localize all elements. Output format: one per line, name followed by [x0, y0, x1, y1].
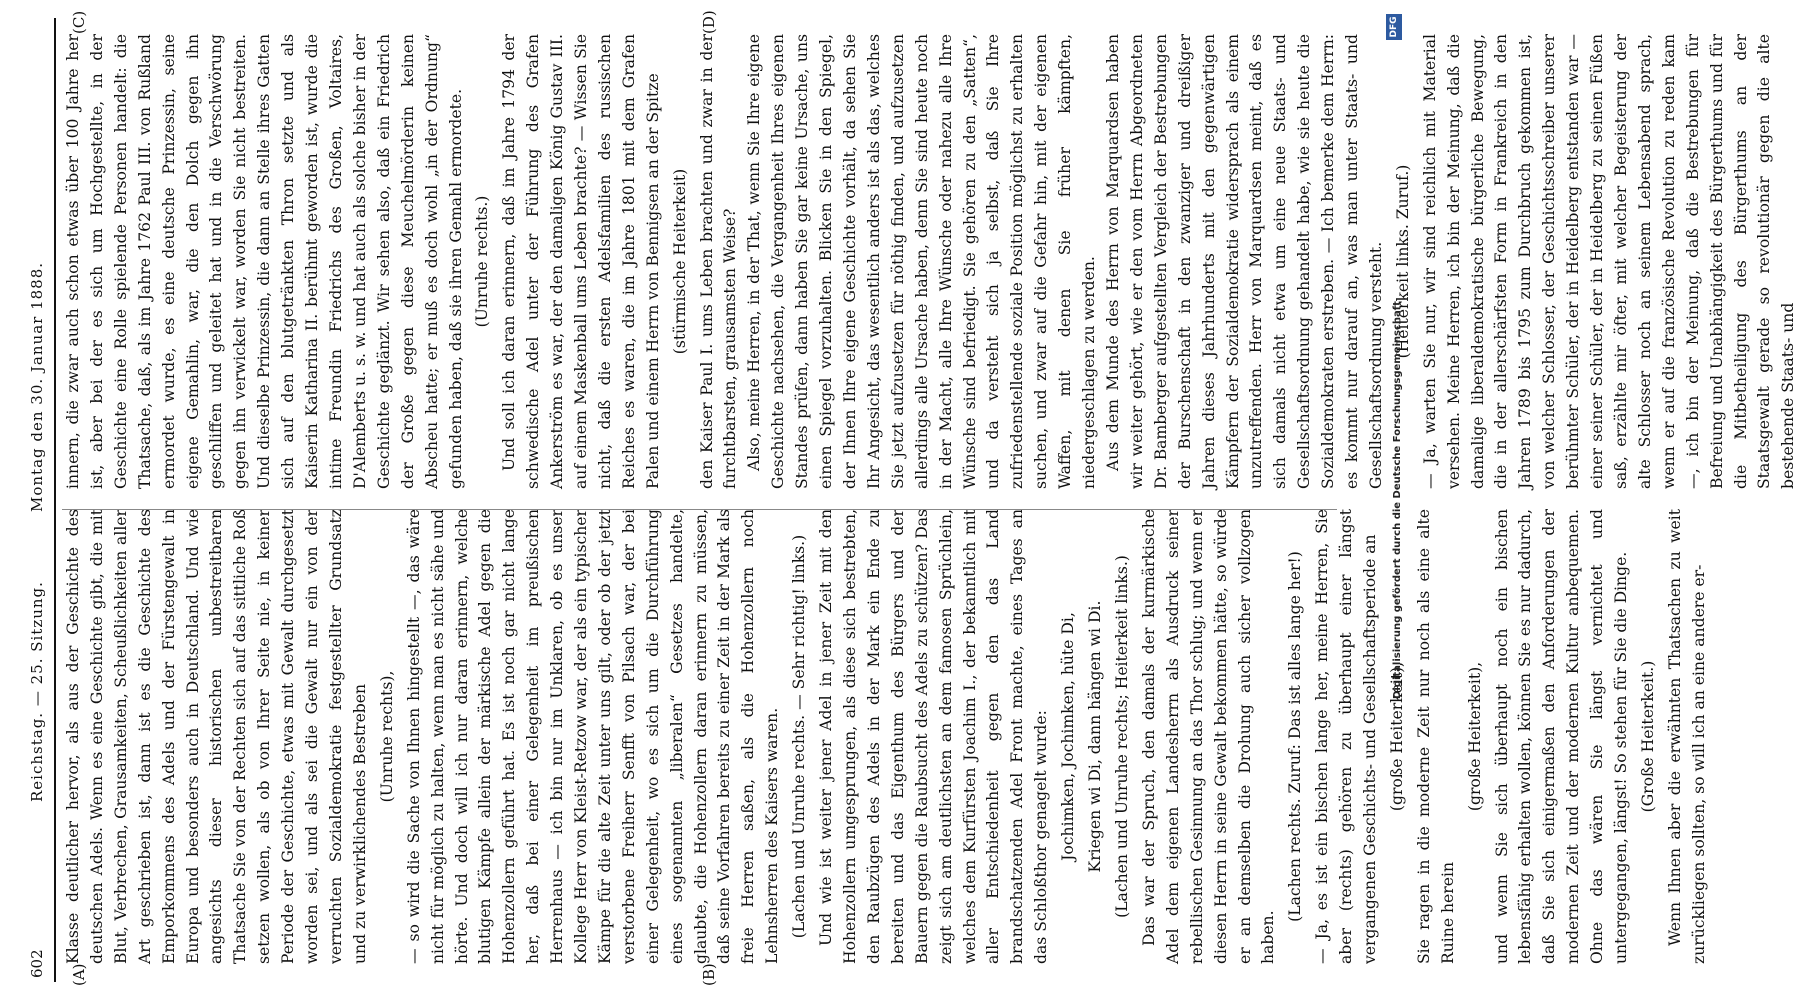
right-paragraph: innern, die zwar auch schon etwas über 100 Jahre her ist, aber bei der es sich um Hochgestellte, in der Geschichte eine Rolle spielende Personen handelt: die Thatsache, daß, als im Jahre 1762 Paul III. von Rußland ermordet wurde, es eine deutsche Prinzessin, seine eigene Gemahlin, war, die den Dolch gegen ihn geschliffen und geleitet hat und in die Verschwörung gegen ihn verwickelt war, worden Sie nicht bestreiten. Und dieselbe Prinzessin, die dann an Stelle ihres Gatten sich auf den blutgetränkten Thron setzte und als Kaiserin Katharina II. berühmt geworden ist, wurde die intime Freundin Friedrichs des Großen, Voltaires, D'Alemberts u. s. w. und hat auch als solche bisher in der Geschichte geglänzt. Wir sehen also, daß ein Friedrich der Große gegen diese Meuchelmörderin keinen Abscheu hatte; er muß es doch wohl „in der Ordnung“ gefunden haben, daß sie ihren Gemahl ermordete. [64, 34, 465, 489]
right-paragraph: Also, meine Herren, in der That, wenn Sie Ihre eigene Geschichte nachsehen, die Vergangenheit Ihres eigenen Standes prüfen, dann haben Sie gar keine Ursache, uns einen Spiegel vorzuhalten. Blicken Sie in den Spiegel, der Ihnen Ihre eigene Geschichte vorhält, da sehen Sie Ihr Angesicht, das wesentlich anders ist als das, welches Sie jetzt aufzusetzen für nöthig finden, und aufzusetzen allerdings alle Ursache haben, denn Sie sind heute noch in der Macht, alle Ihre Wünsche oder nahezu alle Ihre Wünsche sind befriedigt. Sie gehören zu den „Satten“, und da versteht sich ja selbst, daß Sie Ihre zufriedenstellende soziale Position möglichst zu erhalten suchen, und zwar auf die Gefahr hin, mit der eigenen Waffen, mit denen Sie früher kämpften, niedergeschlagen zu werden. [745, 34, 1099, 489]
left-interjection: (Unruhe rechts), [377, 670, 396, 803]
left-paragraph: Das war der Spruch, den damals der kurmärkische Adel dem eigenen Landesherrn als Ausdruck seiner rebellischen Gesinnung an das Thor schlug; und wenn er diesen Herrn in seine Gewalt bekommen hätte, so würde er an demselben die Drohung auch sicher vollzogen haben. [1139, 509, 1278, 964]
column-divider [62, 509, 1337, 510]
left-paragraph: und wenn Sie sich überhaupt noch ein bischen lebensfähig erhalten wollen, können Sie es nur dadurch, daß Sie sich einigermaßen den Anforderungen der modernen Zeit und der modernen Kultur anbequemen. Ohne das wären Sie längst vernichtet und untergegangen, längst! So stehen für Sie die Dinge. [1492, 509, 1631, 964]
margin-marker-d: (D) [700, 10, 718, 34]
left-paragraph: — Ja, es ist ein bischen lange her, meine Herren, Sie aber (rechts) gehören zu überhaupt einer längst vergangenen Geschichts- und Gesellschaftsperiode an [1313, 509, 1380, 964]
left-paragraph: Sie ragen in die moderne Zeit nur noch als eine alte Ruine herein [1414, 509, 1457, 964]
date-title: Montag den 30. Januar 1888. [28, 261, 46, 512]
margin-marker-b: (B) [700, 963, 718, 986]
left-paragraph: Und wie ist weiter jener Adel in jener Zeit mit den Hohenzollern umgesprungen, als diese sich bestrebten, den Raubzügen des Adels in der Mark ein Ende zu bereiten und das Eigenthum des Bürgers und der Bauern gegen die Raubsucht des Adels zu schützen? Das zeigt sich am deutlichsten an dem famosen Sprüchlein, welches dem Kurfürsten Joachim I., der bekanntlich mit aller Entschiedenheit gegen den das Land brandschatzenden Adel Front machte, eines Tages an das Schloßthor genagelt wurde: [817, 509, 1051, 964]
margin-marker-c: (C) [70, 10, 88, 34]
right-paragraph: Und soll ich daran erinnern, daß im Jahre 1794 der schwedische Adel unter der Führung des Grafen Ankerström es war, der den damaligen König Gustav III. auf einem Maskenball ums Leben brachte? — Wissen Sie nicht, daß die ersten Adelsfamilien des russischen Reiches es waren, die im Jahre 1801 mit dem Grafen Palen und einem Herrn von Bennigsen an der Spitze [500, 34, 662, 489]
left-interjection: (Große Heiterkeit.) [1639, 660, 1657, 813]
session-title: Reichstag. — 25. Sitzung. [28, 581, 46, 802]
right-paragraph: Aus dem Munde des Herrn von Marquardsen haben wir weiter gehört, wie er den vom Herrn Abgeordneten Dr. Bamberger aufgestellten Vergleich der Bestrebungen der Burschenschaft in den zwanziger und dreißiger Jahren dieses Jahrhunderts mit den gegenwärtigen Kämpfern der Sozialdemokratie widersprach als einem unzutreffenden. Herr von Marquardsen meint, daß es sich damals nicht etwa um eine neue Staats- und Gesellschaftsordnung gehandelt habe, wie sie heute die Sozialdemokraten erstreben. — Ich bemerke dem Herrn: es kommt nur darauf an, was man unter Staats- und Gesellschaftsordnung versteht. [1103, 34, 1385, 489]
left-interjection: (große Heiterkeit), [1465, 661, 1484, 812]
digitization-credit: Digitalisierung gefördert durch die Deutsche Forschungsgemeinschaft [1392, 301, 1403, 699]
right-interjection: (stürmische Heiterkeit) [670, 168, 689, 355]
verse-line: Jochimken, Jochimken, hüte Di, [1059, 612, 1078, 861]
left-interjection: (Lachen rechts. Zuruf: Das ist alles lange her!) [1286, 551, 1305, 922]
left-paragraph: — so wird die Sache von Ihnen hingestellt —, das wäre nicht für möglich zu halten, wenn man es nicht sähe und hörte. Und doch will ich nur daran erinnern, welche blutigen Kämpfe allein der märkische Adel gegen die Hohenzollern geführt hat. Es ist noch gar nicht lange her, daß bei einer Gelegenheit im preußischen Herrenhaus — ich bin nur im Unklaren, ob es unser Kollege Herr von Kleist-Retzow war, der als ein typischer Kämpe für die alte Zeit unter uns gilt, oder ob der jetzt verstorbene Freiherr Senfft von Pilsach war, der bei einer Gelegenheit, wo es sich um die Durchführung eines sogenannten „liberalen“ Gesetzes handelte, glaubte, die Hohenzollern daran erinnern zu müssen, daß seine Vorfahren bereits zu einer Zeit in der Mark als freie Herren saßen, als die Hohenzollern noch Lehnsherren des Kaisers waren. [404, 509, 782, 964]
verse-line: Kriegen wi Di, dann hängen wi Di. [1086, 600, 1105, 873]
right-column [62, 34, 1798, 489]
page-number: 602 [28, 949, 46, 978]
margin-marker-a: (A) [70, 963, 88, 986]
page-header [10, 18, 56, 982]
right-interjection: (Unruhe rechts.) [473, 195, 492, 328]
right-interjection: (Heiterkeit links. Zuruf.) [1393, 164, 1412, 359]
left-interjection: (große Heiterkeit), [1387, 661, 1406, 812]
dfg-logo: DFG [1386, 14, 1402, 40]
left-paragraph: Wenn Ihnen aber die erwähnten Thatsachen zu weit zurückliegen sollten, so will ich an eine andere er- [1665, 509, 1708, 964]
left-column [62, 509, 1708, 964]
left-interjection: (Lachen und Unruhe rechts; Heiterkeit links.) [1112, 555, 1131, 918]
right-paragraph: — Ja, warten Sie nur, wir sind reichlich mit Material versehen. Meine Herren, ich bin der Meinung, daß die damalige liberaldemokratische bürgerliche Bewegung, die in der allerschärfsten Form in Frankreich in den Jahren 1789 bis 1795 zum Durchbruch gekommen ist, von welcher Schlosser, der Geschichtsschreiber unserer berühmter Schüler, der in Heidelberg entstanden war — einer seiner Schüler, der in Heidelberg zu seinen Füßen saß, erzählte mir öfter, mit welcher Begeisterung der alte Schlosser noch an seinem Lebensabend sprach, wenn er auf die französische Revolution zu reden kam —, ich bin der Meinung, daß die Bestrebungen für Befreiung und Unabhängigkeit des Bürgerthums und für die Mitbetheiligung des Bürgerthums an der Staatsgewalt gerade so revolutionär gegen die alte bestehende Staats- und [1420, 34, 1798, 489]
left-paragraph: Klasse deutlicher hervor, als aus der Geschichte des deutschen Adels. Wenn es eine Geschichte gibt, die mit Blut, Verbrechen, Grausamkeiten, Scheußlichkeiten aller Art geschrieben ist, dann ist es die Geschichte des Emporkommens des Adels und der Fürstengewalt in Europa und besonders auch in Deutschland. Und wie angesichts dieser historischen unbestreitbaren Thatsache Sie von der Rechten sich auf das sittliche Roß setzen wollen, als ob von Ihrer Seite nie, in keiner Periode der Geschichte, etwas mit Gewalt durchgesetzt worden sei, und als sei die Gewalt nur ein von der verruchten Sozialdemokratie festgestellter Grundsatz und zu verwirklichendes Bestreben [64, 509, 369, 964]
left-interjection: (Lachen und Unruhe rechts. — Sehr richtig! links.) [790, 534, 809, 939]
right-paragraph: den Kaiser Paul I. ums Leben brachten und zwar in der furchtbarsten, grausamsten Weise? [697, 34, 740, 489]
